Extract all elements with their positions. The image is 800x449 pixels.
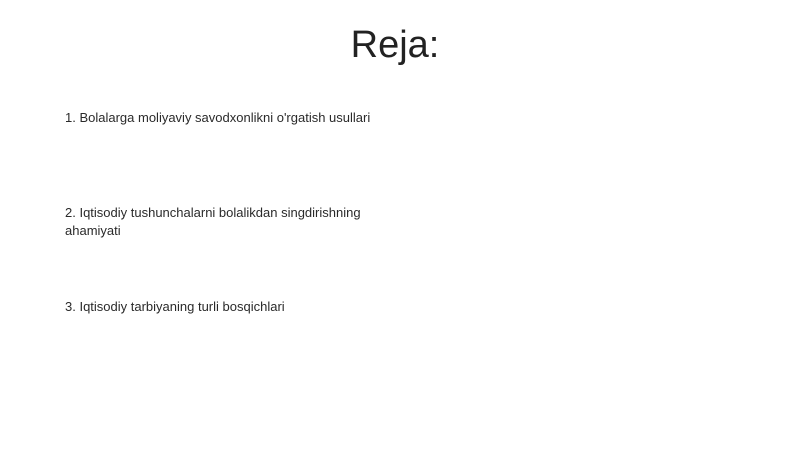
plan-item-1: 1. Bolalarga moliyaviy savodxonlikni o'rgatish usullari bbox=[65, 110, 371, 125]
slide-title: Reja: bbox=[350, 24, 440, 66]
plan-item-3: 3. Iqtisodiy tarbiyaning turli bosqichlari bbox=[65, 299, 285, 314]
plan-item-2: 2. Iqtisodiy tushunchalarni bolalikdan singdirishning ahamiyati bbox=[65, 205, 361, 238]
